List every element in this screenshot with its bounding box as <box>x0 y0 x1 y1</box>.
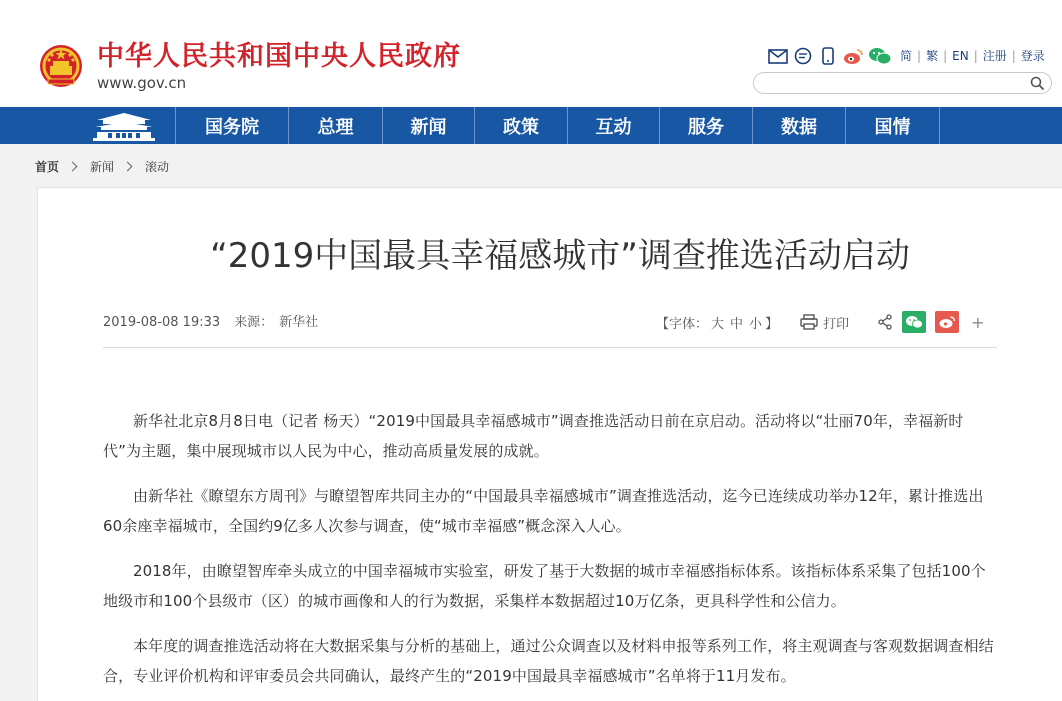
meta-divider <box>103 347 997 348</box>
font-medium-button[interactable]: 中 <box>730 316 744 332</box>
breadcrumb <box>35 158 169 174</box>
article-meta <box>103 314 332 332</box>
article-paragraph: 新华社北京8月8日电（记者 杨天）“2019中国最具幸福感城市”调查推选活动日前在京启动。活动将以“壮丽70年，幸福新时代”为主题，集中展现城市以人民为中心，推动高质量发展的成就。 <box>103 412 964 460</box>
print-button[interactable] <box>800 313 849 332</box>
tool-separator: | <box>943 49 948 63</box>
search-input[interactable] <box>764 75 1024 91</box>
chevron-right-icon <box>123 161 133 171</box>
nav-item-interaction[interactable]: 互动 <box>567 107 659 144</box>
share-bar <box>877 311 984 333</box>
chat-icon[interactable] <box>793 47 813 65</box>
nav-item-national-info[interactable]: 国情 <box>845 107 940 144</box>
main-nav <box>0 107 1062 144</box>
share-wechat-icon[interactable] <box>902 311 926 333</box>
nav-item-state-council[interactable]: 国务院 <box>175 107 288 144</box>
tool-separator: | <box>973 49 978 63</box>
header-tools <box>768 46 1048 66</box>
share-icon[interactable] <box>877 314 893 330</box>
tool-register[interactable]: 注册 <box>982 49 1007 63</box>
printer-icon <box>800 314 818 330</box>
tool-traditional[interactable]: 繁 <box>926 49 939 63</box>
mail-icon[interactable] <box>768 47 788 65</box>
tool-separator: | <box>917 49 922 63</box>
nav-item-policy[interactable]: 政策 <box>474 107 567 144</box>
mobile-icon[interactable] <box>818 47 838 65</box>
font-small-button[interactable]: 小 <box>749 316 763 332</box>
font-size-control <box>656 313 778 332</box>
article-tools <box>656 311 985 333</box>
wechat-icon[interactable] <box>868 47 892 65</box>
tool-login[interactable]: 登录 <box>1020 49 1045 63</box>
site-header <box>0 0 1062 107</box>
nav-item-news[interactable]: 新闻 <box>382 107 474 144</box>
nav-item-data[interactable]: 数据 <box>752 107 845 144</box>
search-box <box>753 72 1052 94</box>
breadcrumb-home[interactable]: 首页 <box>35 159 60 174</box>
weibo-icon[interactable] <box>843 47 863 65</box>
share-more-button[interactable]: + <box>971 312 985 332</box>
national-emblem-icon[interactable] <box>38 42 84 90</box>
share-weibo-icon[interactable] <box>935 311 959 333</box>
nav-item-premier[interactable]: 总理 <box>288 107 382 144</box>
article-date: 2019-08-08 19:33 <box>103 315 221 330</box>
nav-item-services[interactable]: 服务 <box>659 107 752 144</box>
tool-simplified[interactable]: 简 <box>900 49 913 63</box>
chevron-right-icon <box>68 161 78 171</box>
tiananmen-icon[interactable] <box>93 111 155 141</box>
search-icon[interactable] <box>1030 76 1045 91</box>
article-body <box>103 406 997 701</box>
font-label: 【字体： <box>656 316 709 332</box>
article-paragraph: 本年度的调查推选活动将在大数据采集与分析的基础上，通过公众调查以及材料申报等系列工作，将主观调查与客观数据调查相结合，专业评价机构和评审委员会共同确认，最终产生的“2019中国最具幸福感城市”名单将于11月发布。 <box>103 637 994 685</box>
font-close: 】 <box>765 316 779 332</box>
article-paragraph: 2018年，由瞭望智库牵头成立的中国幸福城市实验室，研发了基于大数据的城市幸福感指标体系。该指标体系采集了包括100个地级市和100个县级市（区）的城市画像和人的行为数据，采集样本数据超过10万亿条，更具科学性和公信力。 <box>103 562 986 610</box>
source-label: 来源： <box>234 315 274 330</box>
tool-english[interactable]: EN <box>952 49 969 63</box>
breadcrumb-news[interactable]: 新闻 <box>90 159 115 174</box>
site-domain[interactable]: www.gov.cn <box>97 74 187 92</box>
tool-separator: | <box>1011 49 1016 63</box>
article-source: 新华社 <box>279 315 319 330</box>
site-title[interactable]: 中华人民共和国中央人民政府 <box>97 41 461 72</box>
breadcrumb-rolling[interactable]: 滚动 <box>145 159 170 174</box>
font-large-button[interactable]: 大 <box>711 316 725 332</box>
article-title: “2019中国最具幸福感城市”调查推选活动启动 <box>210 236 910 276</box>
article-paragraph: 由新华社《瞭望东方周刊》与瞭望智库共同主办的“中国最具幸福感城市”调查推选活动，迄今已连续成功举办12年，累计推选出60余座幸福城市，全国约9亿多人次参与调查，使“城市幸福感”概念深入人心。 <box>103 487 984 535</box>
print-label: 打印 <box>823 316 850 332</box>
